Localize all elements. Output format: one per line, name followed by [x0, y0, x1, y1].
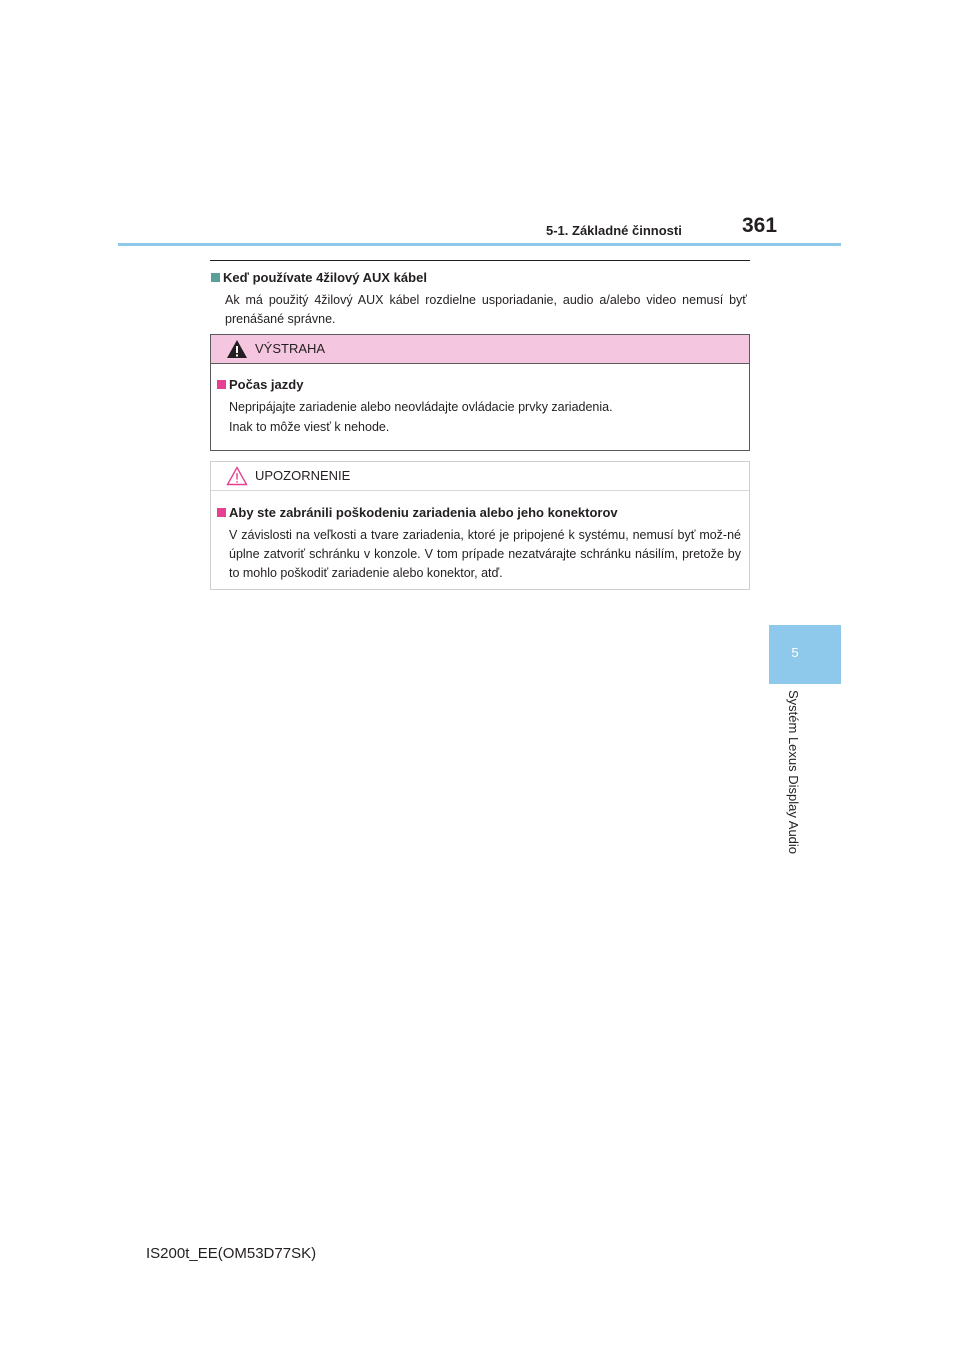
chapter-tab — [769, 625, 841, 684]
notice-item-heading — [217, 505, 618, 520]
page-number: 361 — [742, 214, 778, 237]
notice-item-heading-text: Aby ste zabránili poškodeniu zariadenia alebo jeho konektorov — [229, 505, 618, 520]
chapter-side-title: Systém Lexus Display Audio — [786, 690, 801, 855]
warning-line-2: Inak to môže viesť k nehode. — [229, 420, 390, 434]
warning-line-1: Nepripájajte zariadenie alebo neovládajte ovládacie prvky zariadenia. — [229, 400, 613, 414]
warning-triangle-icon — [226, 339, 248, 359]
square-bullet-icon — [211, 273, 220, 282]
warning-box-header — [211, 335, 749, 364]
caution-triangle-icon — [226, 466, 248, 486]
notice-label: UPOZORNENIE — [255, 468, 351, 483]
notice-body: V závislosti na veľkosti a tvare zariadenia, ktoré je pripojené k systému, nemusí byť mož-né úplne zatvoriť schránku v konzole. V tom prípade nezatvárajte schránku násilím, pretože by to mohlo poškodiť zariadenie alebo konektor, atď. — [229, 528, 741, 580]
intro-body: Ak má použitý 4žilový AUX kábel rozdielne usporiadanie, audio a/alebo video nemusí byť prenášané správne. — [225, 293, 747, 326]
intro-heading-text: Keď používate 4žilový AUX kábel — [223, 270, 427, 285]
warning-item-heading — [217, 377, 303, 392]
warning-label: VÝSTRAHA — [255, 341, 326, 356]
warning-item-heading-text: Počas jazdy — [229, 377, 304, 392]
content-top-rule — [210, 260, 750, 261]
square-bullet-icon — [217, 380, 226, 389]
intro-heading — [211, 270, 427, 285]
square-bullet-icon — [217, 508, 226, 517]
notice-box — [210, 461, 750, 590]
section-title: 5-1. Základné činnosti — [546, 223, 682, 238]
notice-box-header — [211, 462, 749, 491]
chapter-number: 5 — [791, 645, 799, 660]
warning-box — [210, 334, 750, 451]
header-rule — [118, 243, 841, 246]
document-code: IS200t_EE(OM53D77SK) — [146, 1245, 317, 1262]
